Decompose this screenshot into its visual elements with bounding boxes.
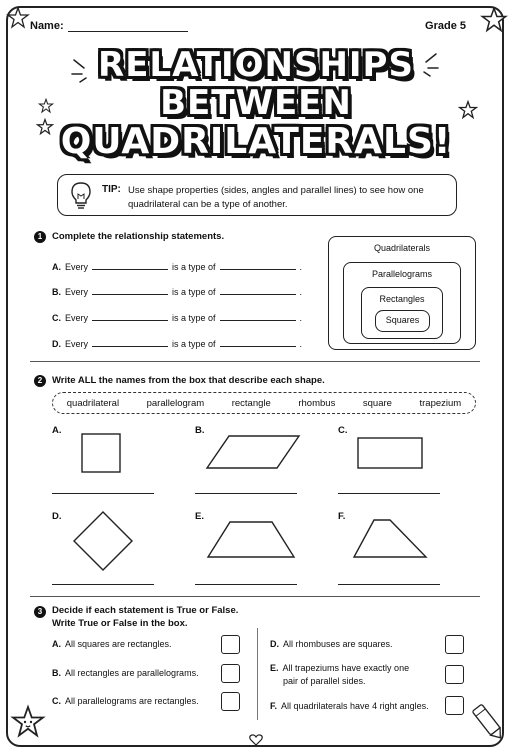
word-bank-item: quadrilateral [66, 397, 120, 409]
tf-answer-box-d[interactable] [445, 635, 464, 654]
rhombus-shape [72, 510, 134, 572]
title-line-2: BETWEEN [160, 83, 352, 123]
tf-answer-box-c[interactable] [221, 692, 240, 711]
square-shape [80, 432, 124, 476]
tf-statement-d: D. All rhombuses are squares. [270, 639, 393, 649]
rectangle-shape [356, 436, 424, 470]
column-divider [257, 628, 258, 720]
parallelogram-shape [205, 434, 301, 470]
section-1-number: 1 [34, 231, 46, 243]
shape-label-f: F. [338, 511, 346, 522]
answer-blank[interactable] [92, 261, 168, 270]
nest-parallelograms: Parallelograms [343, 262, 461, 344]
quadrilateral-shape [350, 518, 430, 560]
answer-line[interactable] [195, 584, 297, 585]
star-icon [480, 6, 508, 34]
section-3-title-1: Decide if each statement is True or False. [52, 605, 239, 616]
tip-label: TIP: [102, 184, 121, 195]
section-2-title: Write ALL the names from the box that describe each shape. [52, 375, 325, 386]
answer-line[interactable] [52, 584, 154, 585]
name-label: Name: [30, 20, 64, 32]
answer-blank[interactable] [220, 312, 296, 321]
nest-quadrilaterals: Quadrilaterals [328, 236, 476, 350]
tf-statement-f: F. All quadrilaterals have 4 right angles. [270, 701, 429, 711]
statement-b: B. Every is a type of . [52, 287, 303, 297]
answer-line[interactable] [195, 493, 297, 494]
answer-blank[interactable] [92, 338, 168, 347]
tf-statement-e: E. All trapeziums have exactly one pair of parallel sides. [270, 663, 410, 686]
tf-answer-box-a[interactable] [221, 635, 240, 654]
statement-a: A. Every is a type of . [52, 262, 303, 272]
pencil-icon [470, 700, 506, 744]
word-bank-item: rectangle [231, 397, 271, 409]
section-1-title: Complete the relationship statements. [52, 231, 225, 242]
word-bank [52, 392, 476, 414]
statement-d: D. Every is a type of . [52, 339, 303, 349]
name-blank[interactable] [68, 21, 188, 32]
tf-statement-a: A. All squares are rectangles. [52, 639, 172, 649]
nest-rectangles: Rectangles [361, 287, 443, 339]
tf-answer-box-e[interactable] [445, 665, 464, 684]
tf-statement-b: B. All rectangles are parallelograms. [52, 668, 199, 678]
tip-box [57, 174, 457, 216]
tip-text: Use shape properties (sides, angles and parallel lines) to see how one quadrilateral can be a type of another. [128, 185, 424, 210]
answer-blank[interactable] [92, 286, 168, 295]
name-field [30, 20, 188, 32]
trapezium-shape [206, 520, 296, 560]
section-divider [30, 361, 480, 362]
word-bank-item: parallelogram [146, 397, 205, 409]
answer-line[interactable] [52, 493, 154, 494]
answer-blank[interactable] [92, 312, 168, 321]
section-3-number: 3 [34, 606, 46, 618]
word-bank-item: trapezium [419, 397, 462, 409]
answer-blank[interactable] [220, 338, 296, 347]
section-3-title-2: Write True or False in the box. [52, 618, 188, 629]
answer-blank[interactable] [220, 286, 296, 295]
answer-blank[interactable] [220, 261, 296, 270]
star-icon [10, 704, 46, 740]
tf-statement-c: C. All parallelograms are rectangles. [52, 696, 199, 706]
answer-line[interactable] [338, 584, 440, 585]
shape-label-e: E. [195, 511, 204, 522]
statement-c: C. Every is a type of . [52, 313, 303, 323]
lightbulb-icon [68, 180, 94, 210]
title-line-3: QUADRILATERALS! [60, 121, 452, 162]
word-bank-item: square [362, 397, 392, 409]
answer-line[interactable] [338, 493, 440, 494]
shape-label-b: B. [195, 425, 205, 436]
nest-squares: Squares [375, 310, 430, 332]
shape-label-d: D. [52, 511, 62, 522]
title-line-1: RELATIONSHIPS [98, 45, 414, 85]
grade-label: Grade 5 [425, 20, 466, 32]
word-bank-item: rhombus [298, 397, 336, 409]
heart-icon [249, 734, 263, 746]
tf-answer-box-b[interactable] [221, 664, 240, 683]
shape-label-c: C. [338, 425, 348, 436]
star-icon [6, 6, 30, 30]
tf-answer-box-f[interactable] [445, 696, 464, 715]
shape-label-a: A. [52, 425, 62, 436]
page-title [0, 42, 512, 160]
section-2-number: 2 [34, 375, 46, 387]
section-divider [30, 596, 480, 597]
